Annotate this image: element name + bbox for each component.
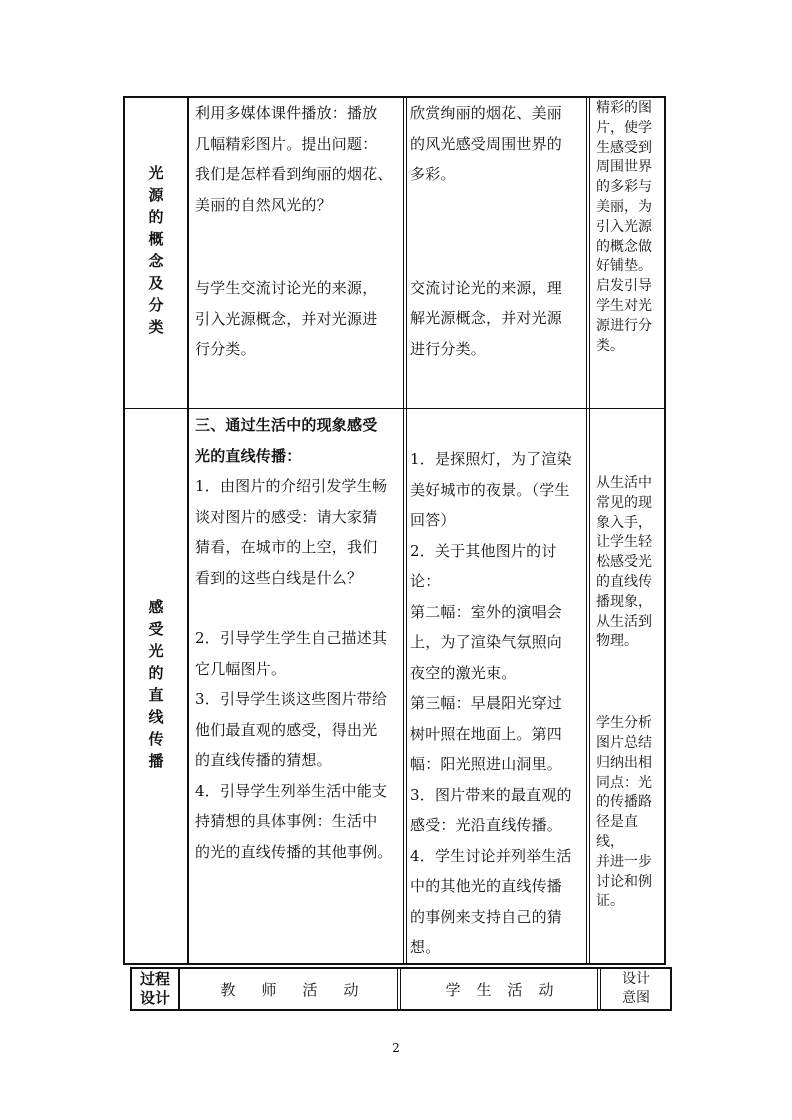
stage-char: 及 <box>148 274 164 292</box>
row-divider <box>123 408 666 409</box>
footer-student-label: 学生活动 <box>445 980 570 999</box>
stage-char: 的 <box>148 664 164 682</box>
text-line: 1．由图片的介绍引发学生畅 <box>195 477 388 495</box>
text-line: 的传播路 <box>596 794 652 811</box>
text-line: 的多彩与 <box>596 179 652 196</box>
text-line: 图片总结 <box>596 734 652 751</box>
text-line: 美丽，为 <box>596 198 652 215</box>
stage-char: 受 <box>148 620 164 638</box>
text-line: 多彩。 <box>410 165 456 183</box>
text-line: 周围世界 <box>596 159 652 176</box>
text-line: 片，使学 <box>596 119 652 136</box>
stage-char: 概 <box>148 230 164 248</box>
text-line: 谈对图片的感受：请大家猜 <box>195 507 378 526</box>
text-line: 4．学生讨论并列举生活 <box>410 846 572 865</box>
stage-char: 直 <box>148 686 164 704</box>
text-line: 第二幅：室外的演唱会 <box>410 602 563 621</box>
stage-char: 的 <box>148 208 164 226</box>
text-line: 证。 <box>596 893 624 910</box>
text-line: 猜看，在城市的上空，我们 <box>195 538 378 556</box>
table-right-border <box>664 96 666 965</box>
footer-stage-cell <box>132 969 180 1009</box>
col-divider-1 <box>187 96 189 965</box>
teacher-activity-2 <box>195 410 403 867</box>
col-divider-2b <box>406 96 407 965</box>
text-line: 1．是探照灯，为了渲染 <box>410 450 572 468</box>
text-line: 松感受光 <box>596 554 652 571</box>
text-line: 欣赏绚丽的烟花、美丽 <box>410 104 563 122</box>
stage-char: 光 <box>148 164 164 182</box>
text-line: 精彩的图 <box>596 100 652 116</box>
text-line: 上，为了渲染气氛照向 <box>410 633 563 651</box>
text-line: 的概念做 <box>596 238 652 255</box>
student-activity-2 <box>410 444 586 963</box>
text-line: 从生活中 <box>596 475 652 491</box>
text-line: 学生对光 <box>596 297 652 314</box>
text-line: 生感受到 <box>596 139 652 156</box>
text-line: 径是直线， <box>596 814 638 850</box>
text-line: 美丽的自然风光的？ <box>195 195 332 214</box>
col-divider-3b <box>589 96 590 965</box>
text-line: 他们最直观的感受，得出光 <box>195 720 378 739</box>
text-line: 启发引导 <box>596 278 652 295</box>
stage-label-light-source <box>144 162 168 338</box>
text-line: 2．关于其他图片的讨论： <box>410 541 557 590</box>
text-line: 3．图片带来的最直观的 <box>410 785 572 804</box>
text-line: 解光源概念，并对光源 <box>410 309 563 327</box>
footer-header-table <box>130 967 672 1011</box>
footer-stage-line: 过程 <box>139 970 170 988</box>
text-line: 物理。 <box>596 633 638 650</box>
text-line: 的直线传播的猜想。 <box>195 751 332 769</box>
footer-teacher-label: 教师活动 <box>220 980 385 999</box>
text-line: 并进一步 <box>596 853 652 870</box>
text-line: 感受：光沿直线传播。 <box>410 816 563 834</box>
col-divider-2 <box>403 96 404 965</box>
text-line: 利用多媒体课件播放：播放 <box>195 104 378 122</box>
text-line: 的风光感受周围世界的 <box>410 134 563 153</box>
text-line: 几幅精彩图片。提出问题： <box>195 134 378 153</box>
text-line: 持猜想的具体事例：生活中 <box>195 812 378 830</box>
text-line: 夜空的激光束。 <box>410 663 517 682</box>
text-line: 想。 <box>410 938 441 956</box>
student-activity-1 <box>410 98 586 364</box>
text-line: 我们是怎样看到绚丽的烟花、 <box>195 165 393 183</box>
stage-char: 源 <box>148 186 164 204</box>
text-line: 看到的这些白线是什么？ <box>195 568 363 587</box>
text-line: 同点：光 <box>596 774 652 791</box>
text-line: 讨论和例 <box>596 873 652 890</box>
text-line: 交流讨论光的来源，理 <box>410 278 563 297</box>
text-line: 象入手， <box>596 514 652 531</box>
text-line: 播现象， <box>596 593 652 610</box>
design-intent-1 <box>596 99 664 356</box>
footer-double-line <box>600 969 601 1009</box>
text-line: 好铺垫。 <box>596 258 652 275</box>
text-line: 引入光源 <box>596 218 652 235</box>
footer-student-cell <box>402 969 598 1009</box>
text-line: 的事例来支持自己的猜 <box>410 907 563 926</box>
stage-label-linear-propagation <box>144 596 168 772</box>
teacher-activity-1 <box>195 98 401 365</box>
footer-intent-line: 设计 <box>622 971 650 987</box>
text-line: 回答） <box>410 511 456 529</box>
stage-char: 播 <box>148 752 164 770</box>
table-left-border <box>123 96 125 965</box>
text-line: 类。 <box>596 337 624 354</box>
stage-char: 线 <box>148 708 164 726</box>
stage-char: 光 <box>148 642 164 660</box>
text-line: 的直线传 <box>596 573 652 590</box>
text-line: 2．引导学生学生自己描述其 <box>195 629 388 647</box>
text-line: 第三幅：早晨阳光穿过 <box>410 694 563 712</box>
footer-intent-cell <box>602 969 670 1009</box>
text-line: 源进行分 <box>596 317 652 334</box>
section-heading: 光的直线传播： <box>195 446 302 465</box>
page-number: 2 <box>392 1041 400 1055</box>
text-line: 中的其他光的直线传播 <box>410 877 563 895</box>
text-line: 引入光源概念，并对光源进 <box>195 309 378 328</box>
text-line: 幅：阳光照进山洞里。 <box>410 755 563 773</box>
text-line: 与学生交流讨论光的来源， <box>195 279 378 297</box>
stage-char: 感 <box>148 598 164 616</box>
text-line: 4．引导学生列举生活中能支 <box>195 781 388 800</box>
text-line: 学生分析 <box>596 715 652 732</box>
stage-char: 分 <box>148 296 164 314</box>
footer-teacher-cell <box>182 969 398 1009</box>
footer-intent-line: 意图 <box>622 990 650 1006</box>
stage-char: 类 <box>148 318 164 336</box>
footer-stage-line: 设计 <box>139 989 170 1007</box>
text-line: 树叶照在地面上。第四 <box>410 724 563 743</box>
text-line: 它几幅图片。 <box>195 659 287 678</box>
stage-char: 念 <box>148 252 164 270</box>
col-divider-3 <box>586 96 587 965</box>
text-line: 从生活到 <box>596 613 652 630</box>
text-line: 的光的直线传播的其他事例。 <box>195 842 393 861</box>
text-line: 进行分类。 <box>410 339 487 358</box>
footer-double-line <box>400 969 401 1009</box>
text-line: 3．引导学生谈这些图片带给 <box>195 690 388 708</box>
text-line: 美好城市的夜景。（学生 <box>410 480 570 499</box>
design-intent-2 <box>596 474 664 912</box>
text-line: 让学生轻 <box>596 534 652 551</box>
stage-char: 传 <box>148 730 164 748</box>
section-heading: 三、通过生活中的现象感受 <box>195 416 378 434</box>
table-bottom-border <box>123 963 666 965</box>
text-line: 归纳出相 <box>596 754 652 771</box>
text-line: 行分类。 <box>195 340 256 358</box>
text-line: 常见的现 <box>596 494 652 511</box>
